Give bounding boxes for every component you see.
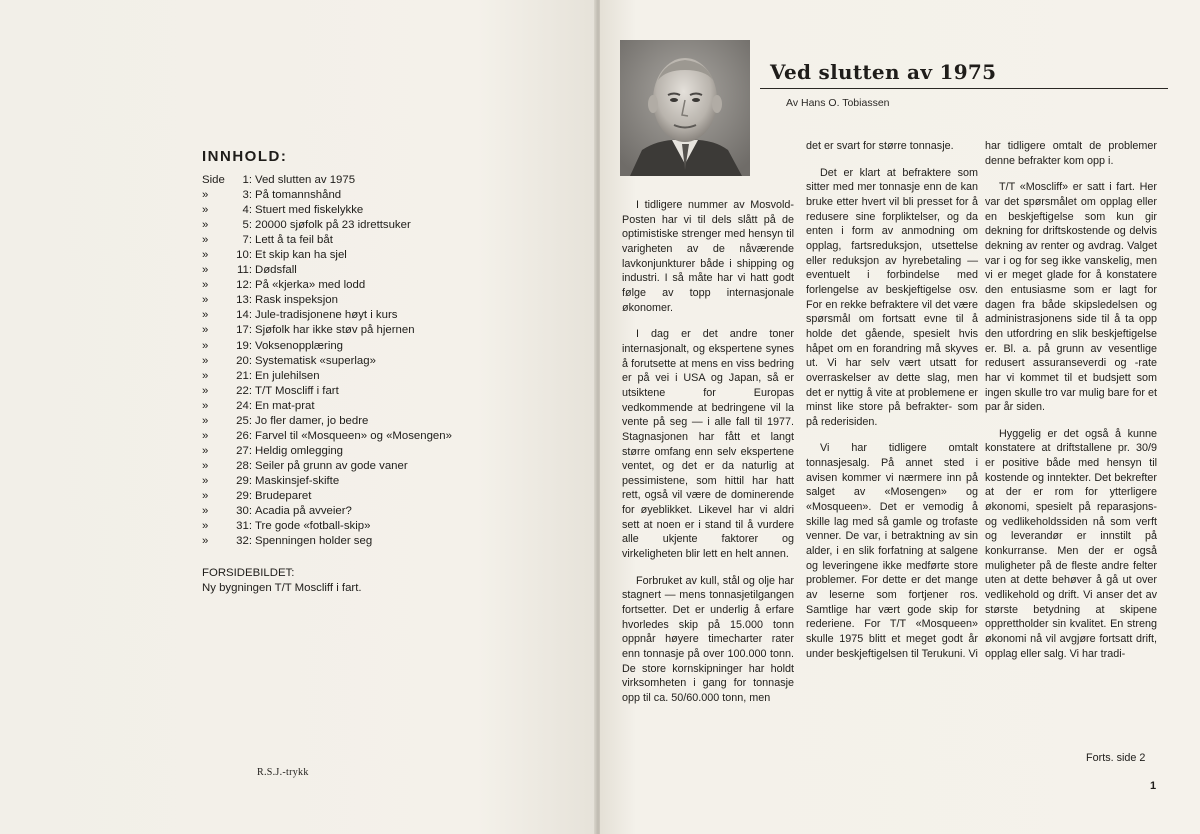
toc-item-page: 24: bbox=[236, 399, 252, 412]
toc-item-title: Voksenopplæring bbox=[255, 339, 344, 352]
toc-item-prefix: » bbox=[202, 369, 209, 382]
page-number: 1 bbox=[1150, 780, 1157, 792]
portrait-image bbox=[620, 40, 750, 176]
toc-item-prefix: » bbox=[202, 234, 209, 247]
toc-item-page: 29: bbox=[236, 489, 252, 502]
toc-item-title: Jo fler damer, jo bedre bbox=[255, 414, 369, 427]
toc-item bbox=[202, 173, 452, 188]
paragraph: Det er klart at befraktere som sitter med mer tonnasje enn de kan bruke etter hvert vil bli presset for å redusere sine forpliktelser, og da enten i form av anmodning om opplag, fartsreduksjon, utsettelse eller reduksjon av hyrebetaling — eventuelt i forbindelse med forlengelse av beskjeftigelse osv. For en rekke befraktere vil det være spørsmål om fortsatt evne til å holde det gående, spesielt hvis håpet om en forandring må skyves ut. Vi har selv vært utsatt for overraskelser av dette slag, men det er nyttig å vite at problemene er minst like store på befrakter- som på rederisiden. bbox=[806, 166, 978, 428]
toc-item-title: T/T Moscliff i fart bbox=[255, 384, 339, 397]
toc-item bbox=[202, 278, 452, 293]
toc-item-prefix: » bbox=[202, 324, 209, 337]
toc-item-page: 27: bbox=[236, 444, 252, 457]
toc-item bbox=[202, 369, 452, 384]
toc-item-title: Brudeparet bbox=[255, 489, 312, 502]
article-column-2 bbox=[806, 139, 978, 673]
toc-item bbox=[202, 534, 452, 549]
paragraph: Hyggelig er det også å kunne konstatere at driftstallene pr. 30/9 er positive både med hensyn til kostende og inntekter. Det bekrefter at der er rom for ytterligere økonomi, spesielt på reparasjons- og vedlikeholdssiden nå som verft og leverandør er innstilt på konkurranse. Men der er også muligheter på de fleste andre felter uten at dette behøver å gå ut over vedlikehold og drift. Vi anser det av største betydning at skipene opprettholder sin kvalitet. En streng økonomi nå vil avgjøre fortsatt drift, opplag eller salg. Vi har tradi- bbox=[985, 427, 1157, 660]
toc-item bbox=[202, 519, 452, 534]
toc-item bbox=[202, 339, 452, 354]
toc-item bbox=[202, 384, 452, 399]
toc-item-prefix: » bbox=[202, 189, 209, 202]
toc-item bbox=[202, 308, 452, 323]
toc-item-page: 21: bbox=[236, 369, 252, 382]
toc-item-title: Lett å ta feil båt bbox=[255, 234, 333, 247]
toc-item-prefix: Side bbox=[202, 174, 225, 186]
toc-item-title: Jule-tradisjonene høyt i kurs bbox=[255, 309, 398, 322]
continued-note: Forts. side 2 bbox=[1086, 752, 1146, 764]
paragraph: det er svart for større tonnasje. bbox=[806, 140, 954, 152]
toc-item-title: På tomannshånd bbox=[255, 189, 342, 202]
toc-item-prefix: » bbox=[202, 339, 209, 352]
toc-item-prefix: » bbox=[202, 414, 209, 427]
toc-item-page: 7: bbox=[242, 234, 252, 247]
toc-item-page: 29: bbox=[236, 474, 252, 487]
toc-item bbox=[202, 233, 452, 248]
toc-item-title: Seiler på grunn av gode vaner bbox=[255, 459, 408, 472]
toc-item-page: 5: bbox=[242, 219, 252, 232]
toc-item-title: Ved slutten av 1975 bbox=[255, 174, 356, 186]
paragraph: I tidligere nummer av Mosvold-Posten har vi til dels slått på de optimistiske strenger med hensyn til varigheten av de nåværende lavkonjunkturer både i shipping og industri. I så måte har vi hatt godt følge av topp internasjonale økonomer. bbox=[622, 199, 794, 314]
toc-item-title: En mat-prat bbox=[255, 399, 315, 412]
toc-item-page: 19: bbox=[236, 339, 252, 352]
article-column-3 bbox=[985, 139, 1157, 673]
toc-item-prefix: » bbox=[202, 520, 209, 533]
left-page bbox=[0, 0, 596, 834]
toc-item-prefix: » bbox=[202, 264, 209, 277]
toc-item-page: 17: bbox=[236, 324, 252, 337]
toc-item-prefix: » bbox=[202, 219, 209, 232]
toc-item-page: 20: bbox=[236, 354, 252, 367]
paragraph: Forbruket av kull, stål og olje har stagnert — mens tonnasjetilgangen fortsetter. Det er underlig å erfare hvorledes skip på 15.000 tonn oppnår høyere timecharter rater enn tonnasje på over 100.000 tonn. De store kornskipninger har holdt virksomheten i gang for tonnasje opp til ca. 50/60.000 tonn, men bbox=[622, 574, 794, 704]
toc-item-page: 4: bbox=[242, 204, 252, 217]
toc-item-prefix: » bbox=[202, 444, 209, 457]
toc-item-prefix: » bbox=[202, 309, 209, 322]
paragraph: I dag er det andre toner internasjonalt, og ekspertene synes å forutsette at mens en viss bedring er på vei i USA og Japan, så er utsiktene for Europas vedkommende at bedringene vil la vente på seg — i alle fall til 1977. Stagnasjonen har fått et langt større omfang enn selv ekspertene ventet, og det er da naturlig at pessimistene, som hittil har hatt rett, også vil være de dominerende for øyeblikket. Likevel har vi aldri sett at noen er i stand til å vurdere alle ukjente faktorer og virkeligheten blir lett en helt annen. bbox=[622, 328, 794, 561]
toc-item bbox=[202, 474, 452, 489]
toc-item-prefix: » bbox=[202, 354, 209, 367]
cover-caption-title: FORSIDEBILDET: bbox=[202, 567, 295, 579]
toc-item-prefix: » bbox=[202, 384, 209, 397]
toc-item-prefix: » bbox=[202, 489, 209, 502]
toc-item-title: Acadia på avveier? bbox=[255, 505, 352, 518]
toc-item-prefix: » bbox=[202, 399, 209, 412]
toc-item-prefix: » bbox=[202, 459, 209, 472]
toc-item-title: Rask inspeksjon bbox=[255, 294, 338, 307]
toc-item-prefix: » bbox=[202, 204, 209, 217]
toc-item-page: 32: bbox=[236, 535, 252, 548]
paragraph: T/T «Moscliff» er satt i fart. Her var det spørsmålet om opplag eller en beskjeftigelse som kun gir dekning for driftskostende og delvis dekning av renter og avdrag. Valget var i og for seg ikke vanskelig, men vi er meget glade for å konstatere den entusiasme som er lagt for dagen fra både skipsledelsen og administrasjonens side til å ta opp den utfordring en slik beskjeftigelse er. Bl. a. på grunn av vesentlige redusert assuranseverdi og -rate har vi kommet til et budsjett som ingen skulle tro var mulig bare for et par år siden. bbox=[985, 181, 1157, 414]
toc-item bbox=[202, 218, 452, 233]
toc-item-prefix: » bbox=[202, 429, 209, 442]
toc-item-title: Stuert med fiskelykke bbox=[255, 204, 364, 217]
toc-item bbox=[202, 489, 452, 504]
toc-item-prefix: » bbox=[202, 249, 209, 262]
paragraph: har tidligere omtalt de problemer denne befrakter kom opp i. bbox=[985, 140, 1157, 167]
toc-item-title: Et skip kan ha sjel bbox=[255, 249, 347, 262]
toc-item-title: En julehilsen bbox=[255, 369, 320, 382]
toc-item-prefix: » bbox=[202, 535, 209, 548]
toc-item-title: Sjøfolk har ikke støv på hjernen bbox=[255, 324, 415, 337]
toc-item-prefix: » bbox=[202, 505, 209, 518]
cover-caption-text: Ny bygningen T/T Moscliff i fart. bbox=[202, 582, 362, 594]
toc-item-page: 13: bbox=[236, 294, 252, 307]
toc-item-page: 14: bbox=[236, 309, 252, 322]
toc-item bbox=[202, 444, 452, 459]
toc-item-page: 12: bbox=[236, 279, 252, 292]
toc-item-page: 30: bbox=[236, 505, 252, 518]
toc-item-page: 26: bbox=[236, 429, 252, 442]
toc-item bbox=[202, 293, 452, 308]
toc-item bbox=[202, 248, 452, 263]
toc-item-title: Dødsfall bbox=[255, 264, 297, 277]
article-title: Ved slutten av 1975 bbox=[770, 60, 997, 84]
toc-item bbox=[202, 504, 452, 519]
title-rule bbox=[760, 88, 1168, 89]
toc-item-prefix: » bbox=[202, 279, 209, 292]
toc-item-prefix: » bbox=[202, 474, 209, 487]
article-byline: Av Hans O. Tobiassen bbox=[786, 97, 890, 109]
toc-item-page: 10: bbox=[236, 249, 252, 262]
toc-item-prefix: » bbox=[202, 294, 209, 307]
toc-item bbox=[202, 354, 452, 369]
toc-item-page: 31: bbox=[236, 520, 252, 533]
toc-item-page: 11: bbox=[237, 264, 252, 277]
toc-item-title: Heldig omlegging bbox=[255, 444, 344, 457]
toc-item-title: Maskinsjef-skifte bbox=[255, 474, 340, 487]
printer-imprint: R.S.J.-trykk bbox=[257, 767, 309, 778]
toc-list bbox=[202, 173, 452, 549]
toc-item-page: 28: bbox=[236, 459, 252, 472]
toc-item-title: Tre gode «fotball-skip» bbox=[255, 520, 371, 533]
toc-item bbox=[202, 414, 452, 429]
toc-item-title: Systematisk «superlag» bbox=[255, 354, 376, 367]
author-portrait-photo bbox=[620, 40, 750, 176]
toc-item-title: På «kjerka» med lodd bbox=[255, 279, 366, 292]
toc-item-page: 25: bbox=[236, 414, 252, 427]
toc-item-title: 20000 sjøfolk på 23 idrettsuker bbox=[255, 219, 411, 232]
toc-item bbox=[202, 188, 452, 203]
toc-item-title: Spenningen holder seg bbox=[255, 535, 373, 548]
toc-item bbox=[202, 323, 452, 338]
toc-item bbox=[202, 203, 452, 218]
toc-item bbox=[202, 459, 452, 474]
toc-item-title: Farvel til «Mosqueen» og «Mosengen» bbox=[255, 429, 452, 442]
toc-item bbox=[202, 263, 452, 278]
toc-item bbox=[202, 429, 452, 444]
toc-heading: INNHOLD: bbox=[202, 148, 288, 165]
toc-item-page: 22: bbox=[236, 384, 252, 397]
article-column-1 bbox=[622, 198, 794, 718]
toc-item bbox=[202, 399, 452, 414]
toc-item-page: 1: bbox=[242, 174, 252, 186]
paragraph: Vi har tidligere omtalt tonnasjesalg. På annet sted i avisen kommer vi nærmere inn på salget av «Mosengen» og «Mosqueen». Det er vemodig å skille lag med så gamle og trofaste venner. De var, i betraktning av sin alder, i en slik forfatning at salgene og leveringene ikke medførte store problemer. For dette er det mange av leserne som fortjener ros. Samtlige har vært gode skip for rederiene. For T/T «Mosqueen» skulle 1975 blitt et meget godt år under beskjeftigelsen til Terukuni. Vi bbox=[806, 442, 978, 660]
toc-item-page: 3: bbox=[242, 189, 252, 202]
